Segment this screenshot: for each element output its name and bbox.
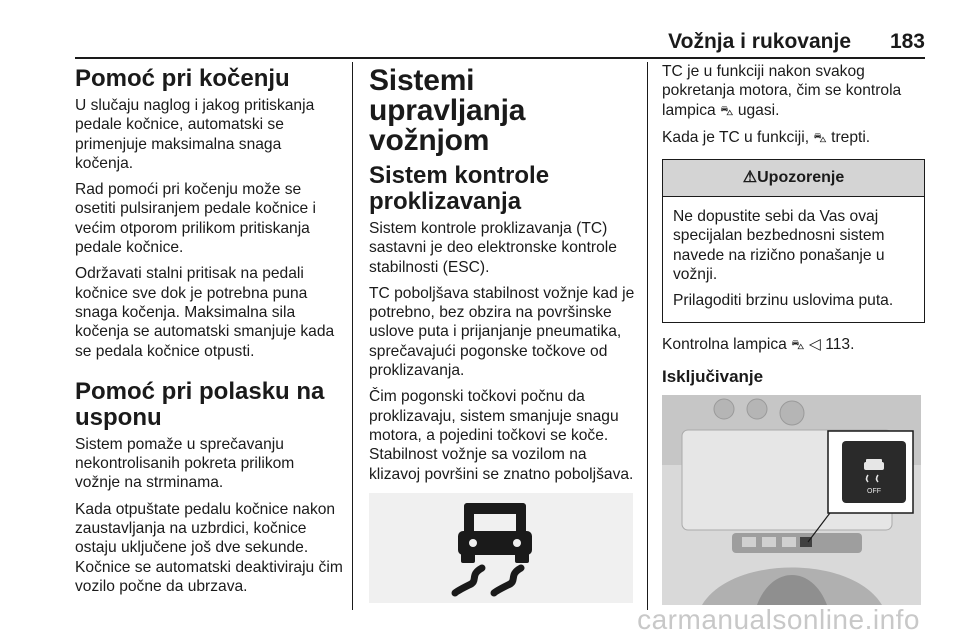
- chapter-heading: Sistemi upravljanja vožnjom: [369, 64, 526, 157]
- traction-control-figure: [369, 493, 633, 603]
- tc-p1: Sistem kontrole proklizavanja (TC) sastavni je deo elektronske kontrole stabilnosti (ESC).: [369, 220, 617, 276]
- center-console-illustration: [662, 395, 921, 605]
- page-reference-link[interactable]: ◁ 113.: [804, 335, 855, 353]
- off-button-label: OFF: [867, 487, 881, 495]
- warning-box: [662, 159, 925, 322]
- warning-triangle-icon: ⚠: [742, 169, 758, 187]
- watermark: carmanualsonline.info: [637, 604, 920, 635]
- tc-p3: Čim pogonski točkovi počnu da proklizavaju, sistem smanjuje snagu motora, a pojedini točkovi se koče. Stabilnost vožnje sa vozilom na klizavoj površini se znatno poboljšava.: [369, 388, 634, 483]
- tc-p2: TC poboljšava stabilnost vožnje kad je potrebno, bez obzira na površinske uslove puta i prijanjanje pneumatika, sprečavajući pogonske točkove od proklizavanja.: [369, 284, 635, 380]
- column-2: [369, 62, 637, 603]
- section-title: Vožnja i rukovanje: [668, 30, 851, 53]
- brake-assist-p2: Rad pomoći pri kočenju može se osetiti pulsiranjem pedale kočnice i većim otporom prilikom pritiskanja pedale kočnice.: [75, 181, 316, 257]
- header-rule: [75, 57, 925, 59]
- warning-body: [663, 197, 924, 321]
- tc-lamp-icon: ⛍: [813, 130, 827, 146]
- console-photo: [662, 395, 921, 605]
- column-3: [662, 62, 925, 605]
- tc-lamp-icon: ⛍: [791, 337, 805, 353]
- hill-start-p1: Sistem pomaže u sprečavanju nekontrolisanih pokreta prilikom vožnje na strminama.: [75, 435, 295, 492]
- warning-header: [663, 160, 924, 197]
- column-divider-2: [647, 62, 648, 610]
- brake-assist-p1: U slučaju naglog i jakog pritiskanja pedale kočnice, automatski se primenjuje maksimalna snaga kočenja.: [75, 97, 315, 172]
- traction-control-icon: [369, 493, 633, 603]
- brake-assist-p3: Održavati stalni pritisak na pedali kočnice sve dok je potrebna puna snaga kočenja. Maksimalna sila kočenja se automatski smanjuje kada se pedala kočnice otpusti.: [75, 265, 335, 360]
- column-divider-1: [352, 62, 353, 610]
- warning-title: Upozorenje: [757, 169, 845, 187]
- column-1: [75, 62, 343, 603]
- page-header: [75, 30, 925, 52]
- off-heading: Isključivanje: [662, 366, 764, 386]
- control-lamp-paragraph: Kontrolna lampica ⛍ ◁ 113.: [662, 335, 855, 353]
- tc-lamp-icon: ⛍: [720, 103, 734, 119]
- tc-status-paragraph: TC je u funkciji nakon svakog pokretanja motora, čim se kontrola lampica ⛍ ugasi.: [662, 63, 902, 119]
- warning-p2: Prilagoditi brzinu uslovima puta.: [673, 292, 894, 310]
- tc-blink-paragraph: Kada je TC u funkciji, ⛍ trepti.: [662, 128, 871, 146]
- hill-start-p2: Kada otpuštate pedalu kočnice nakon zaustavljanja na uzbrdici, kočnice ostaju uključene još dve sekunde. Kočnice se automatski deaktiviraju čim vozilo počne da ubrzava.: [75, 500, 343, 595]
- page-number: 183: [889, 30, 925, 53]
- hill-start-heading: Pomoć pri polasku na usponu: [75, 377, 325, 431]
- warning-p1: Ne dopustite sebi da Vas ovaj specijalan bezbednosni sistem navede na rizično ponašanje u vožnji.: [673, 208, 885, 284]
- traction-control-heading: Sistem kontrole proklizavanja: [369, 162, 550, 215]
- brake-assist-heading: Pomoć pri kočenju: [75, 65, 290, 92]
